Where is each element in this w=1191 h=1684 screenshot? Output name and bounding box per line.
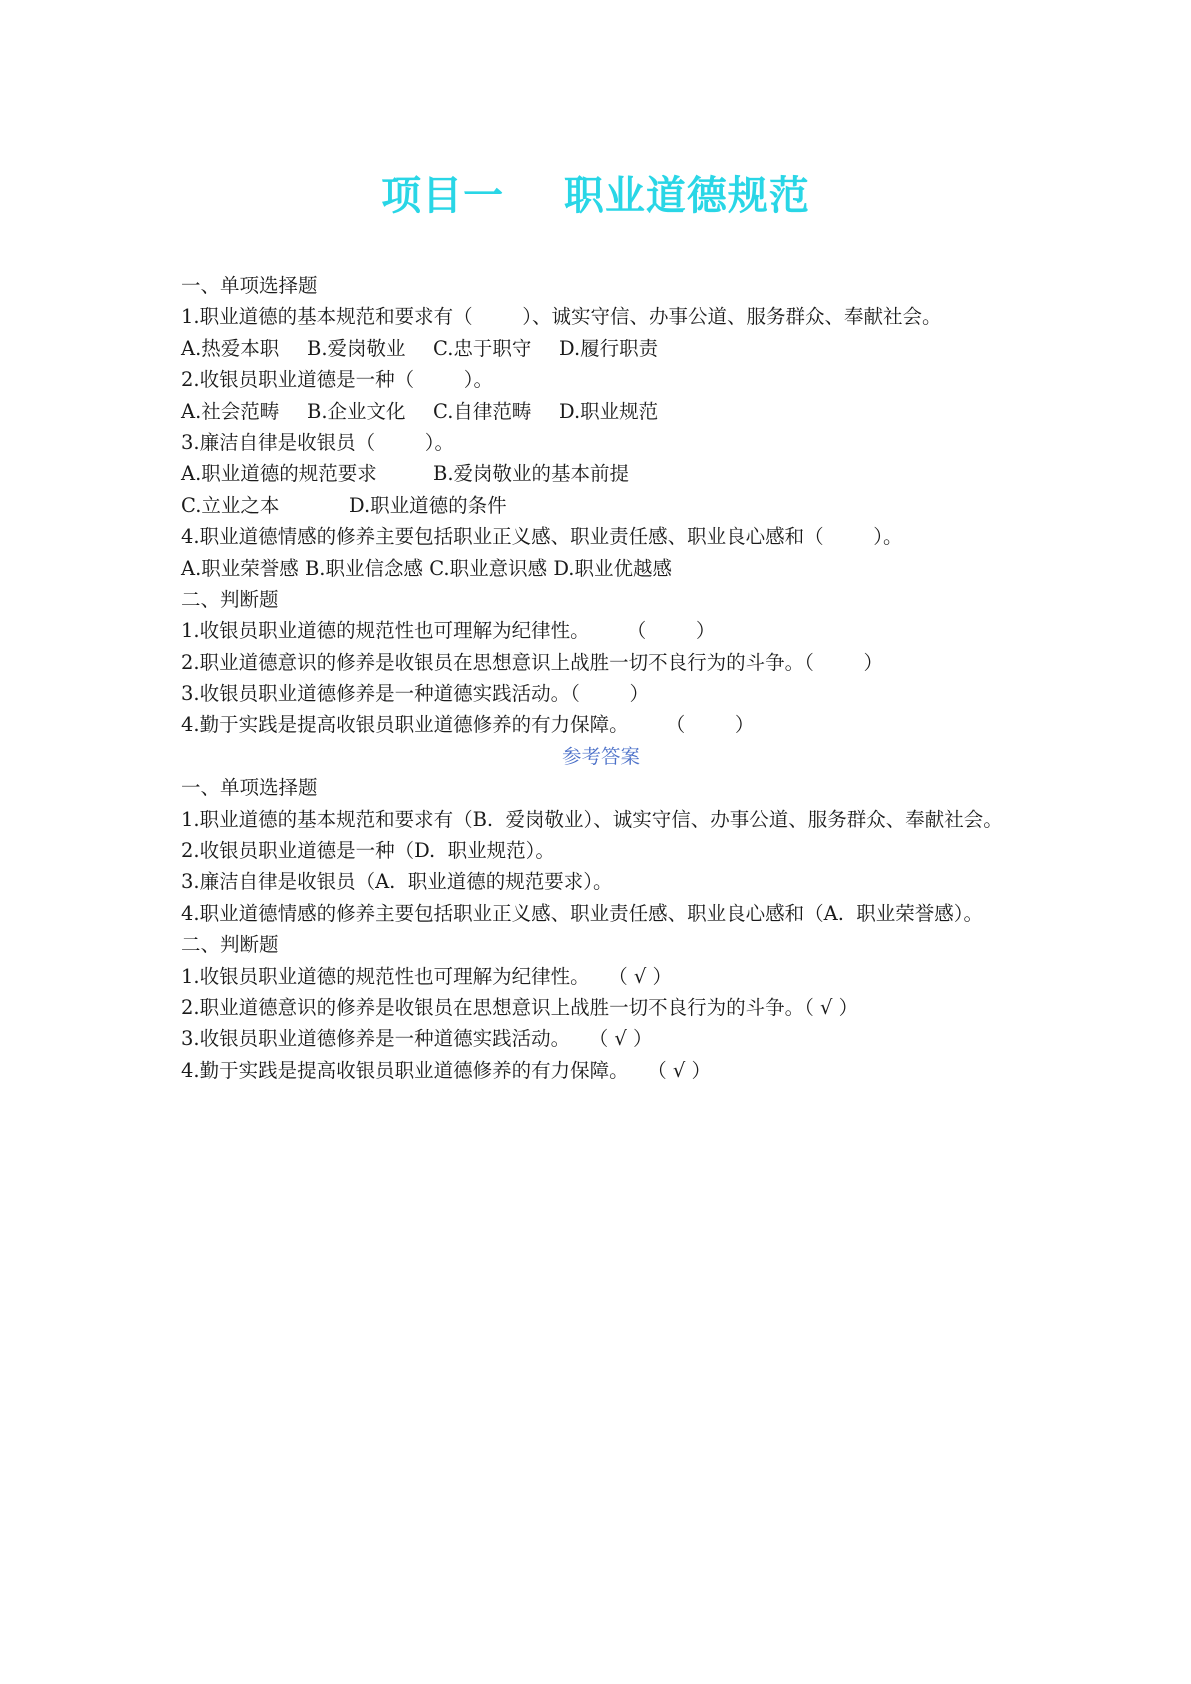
judgment-4: 4.勤于实践是提高收银员职业道德修养的有力保障。 （ ） (181, 713, 755, 737)
answer-judgment-1: 1.收银员职业道德的规范性也可理解为纪律性。 （ √ ） (181, 964, 673, 988)
judgment-1: 1.收银员职业道德的规范性也可理解为纪律性。 （ ） (181, 619, 716, 643)
question-3-options-row-1 (181, 458, 1021, 489)
answer-2: 2.收银员职业道德是一种（D. 职业规范）。 (181, 839, 555, 863)
answer-3: 3.廉洁自律是收银员（A. 职业道德的规范要求）。 (181, 870, 613, 894)
option-c: C.忠于职守 (433, 336, 532, 360)
option-c: C.立业之本 (181, 493, 280, 517)
document-body (181, 270, 1021, 1086)
option-d: D.职业道德的条件 (349, 493, 507, 517)
section-heading-single-choice: 一、单项选择题 (181, 274, 318, 297)
option-b: B.爱岗敬业的基本前提 (433, 462, 630, 486)
option-a: A.热爱本职 (181, 336, 280, 360)
option-b: B.企业文化 (307, 399, 406, 423)
question-1-options (181, 333, 1021, 364)
answer-1: 1.职业道德的基本规范和要求有（B. 爱岗敬业）、诚实守信、办事公道、服务群众、奉献社会。 (181, 807, 1003, 831)
page-title: 项目一 职业道德规范 (381, 173, 810, 219)
option-d: D.履行职责 (559, 336, 659, 360)
question-4-options: A.职业荣誉感 B.职业信念感 C.职业意识感 D.职业优越感 (181, 556, 672, 580)
option-d: D.职业规范 (559, 399, 659, 423)
section-heading-true-false: 二、判断题 (181, 587, 279, 611)
answer-judgment-4: 4.勤于实践是提高收银员职业道德修养的有力保障。 （ √ ） (181, 1058, 712, 1082)
judgment-3: 3.收银员职业道德修养是一种道德实践活动。（ ） (181, 682, 649, 706)
answer-judgment-3: 3.收银员职业道德修养是一种道德实践活动。 （ √ ） (181, 1027, 653, 1051)
question-3-options-row-2 (181, 490, 1021, 521)
option-b: B.爱岗敬业 (307, 336, 406, 360)
answers-section-heading-true-false: 二、判断题 (181, 933, 279, 957)
question-2: 2.收银员职业道德是一种（ ）。 (181, 368, 493, 392)
option-c: C.自律范畴 (433, 399, 532, 423)
answer-judgment-2: 2.职业道德意识的修养是收银员在思想意识上战胜一切不良行为的斗争。（ √ ） (181, 996, 859, 1019)
question-1: 1.职业道德的基本规范和要求有（ ）、诚实守信、办事公道、服务群众、奉献社会。 (181, 305, 942, 329)
judgment-2: 2.职业道德意识的修养是收银员在思想意识上战胜一切不良行为的斗争。（ ） (181, 650, 883, 674)
answer-4: 4.职业道德情感的修养主要包括职业正义感、职业责任感、职业良心感和（A. 职业荣誉感）。 (181, 901, 984, 925)
question-2-options (181, 396, 1021, 427)
question-4: 4.职业道德情感的修养主要包括职业正义感、职业责任感、职业良心感和（ ）。 (181, 525, 903, 549)
answers-heading: 参考答案 (561, 744, 640, 768)
option-a: A.社会范畴 (181, 399, 280, 423)
answers-section-heading-single-choice: 一、单项选择题 (181, 776, 318, 800)
option-a: A.职业道德的规范要求 (181, 462, 377, 486)
question-3: 3.廉洁自律是收银员（ ）。 (181, 430, 454, 454)
